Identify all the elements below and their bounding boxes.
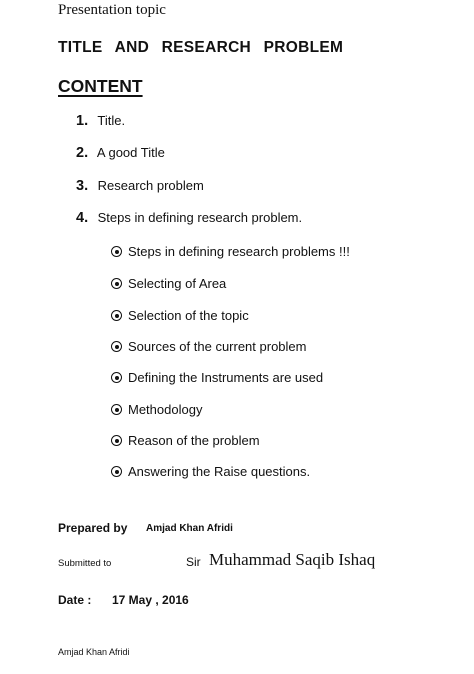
item-number: 1. [76,113,89,129]
item-text: A good Title [96,145,165,160]
numbered-item [76,145,165,161]
numbered-item [76,178,204,194]
bullet-text: Sources of the current problem [128,339,307,354]
item-number: 3. [76,178,89,194]
circle-bullet-icon [111,404,122,415]
submitted-to-title: Sir [186,555,201,569]
circle-bullet-icon [111,466,122,477]
bullet-item [111,244,350,259]
circle-bullet-icon [111,278,122,289]
bullet-text: Defining the Instruments are used [128,370,324,385]
item-text: Research problem [97,178,204,193]
bullet-text: Answering the Raise questions. [128,464,311,479]
bullet-text: Selecting of Area [128,276,227,291]
circle-bullet-icon [111,435,122,446]
bullet-item [111,402,202,417]
item-text: Steps in defining research problem. [97,210,303,225]
circle-bullet-icon [111,246,122,257]
submitted-to-name: Muhammad Saqib Ishaq [209,550,376,569]
bullet-item [111,370,323,385]
bullet-item [111,464,310,479]
bullet-text: Methodology [128,402,203,417]
item-text: Title. [97,113,126,128]
date-value: 17 May , 2016 [112,593,189,607]
numbered-item [76,113,125,129]
submitted-to-label: Submitted to [58,558,112,569]
circle-bullet-icon [111,372,122,383]
bullet-item [111,276,226,291]
presentation-topic-label: Presentation topic [58,2,166,18]
circle-bullet-icon [111,341,122,352]
bullet-item [111,308,249,323]
item-number: 4. [76,210,89,226]
circle-bullet-icon [111,310,122,321]
content-heading: CONTENT [58,76,143,96]
bullet-text: Selection of the topic [128,308,249,323]
bullet-text: Reason of the problem [128,433,260,448]
bullet-text: Steps in defining research problems !!! [128,244,350,259]
bullet-item [111,433,260,448]
prepared-by-name: Amjad Khan Afridi [146,523,233,534]
numbered-item [76,210,302,226]
footer-author: Amjad Khan Afridi [58,647,130,657]
item-number: 2. [76,145,89,161]
bullet-item [111,339,306,354]
prepared-by-label: Prepared by [58,521,128,535]
presentation-title: TITLE AND RESEARCH PROBLEM [58,39,344,56]
date-label: Date : [58,593,92,607]
